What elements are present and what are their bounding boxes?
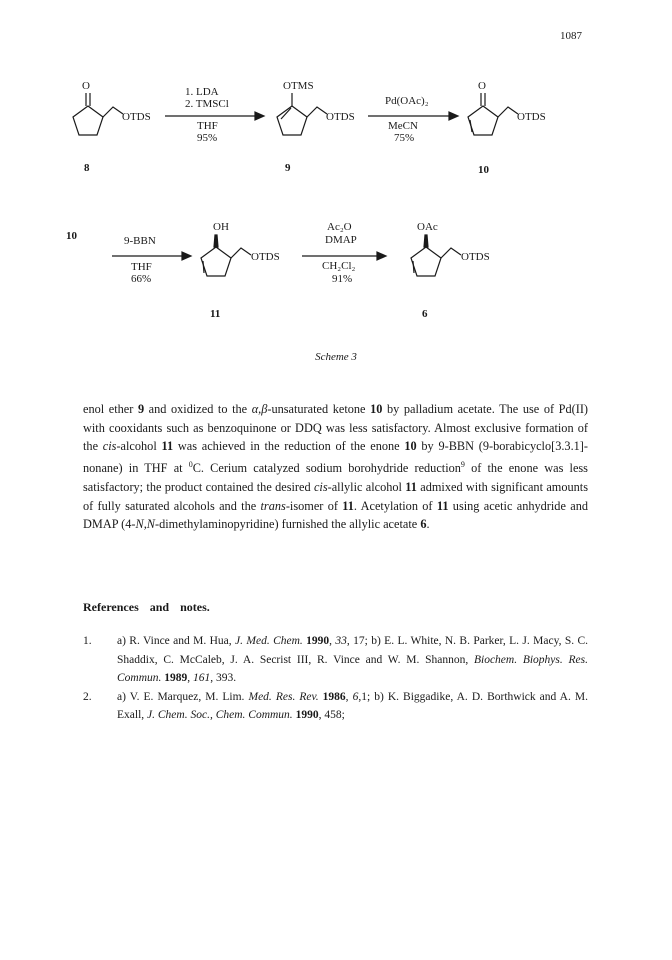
structure-9	[277, 93, 327, 135]
compound-number: 9	[285, 162, 291, 174]
reference-item: 1. a) R. Vince and M. Hua, J. Med. Chem. 1990, 33, 17; b) E. L. White, N. B. Parker, L. J. Macy, S. C. Shaddix, C. McCaleb, J. A. Secrist III, R. Vince and W. M. Shannon, Biochem. Biophys. Res. Commun. 1989, 161, 393.	[83, 635, 589, 684]
reagent-label: Pd(OAc)₂	[385, 95, 429, 107]
yield-label: 95%	[197, 132, 218, 144]
compound-number: 10	[478, 164, 489, 176]
reference-item: 2. a) V. E. Marquez, M. Lim. Med. Res. Rev. 1986, 6,1; b) K. Biggadike, A. D. Borthwick and A. M. Exall, J. Chem. Soc., Chem. Commun. 1990, 458;	[83, 690, 588, 721]
structure-11	[201, 247, 251, 276]
reaction-scheme-drawing	[0, 0, 672, 340]
atom-label: OAc	[417, 221, 438, 233]
structure-8	[73, 93, 123, 135]
compound-number: 8	[84, 162, 90, 174]
reagent-label: 1. LDA	[185, 86, 219, 98]
solvent-label: THF	[131, 261, 152, 273]
atom-label: OTDS	[461, 251, 490, 263]
reagent-label: Ac₂O	[327, 221, 352, 233]
scheme-caption: Scheme 3	[315, 351, 357, 363]
structure-10	[468, 93, 518, 135]
page-number: 1087	[560, 30, 582, 42]
atom-label: OTDS	[251, 251, 280, 263]
compound-number: 6	[422, 308, 428, 320]
atom-label: O	[478, 80, 486, 92]
references-heading: References and notes.	[83, 600, 210, 614]
reagent-label: 9-BBN	[124, 235, 156, 247]
atom-label: OH	[213, 221, 229, 233]
yield-label: 75%	[394, 132, 415, 144]
atom-label: O	[82, 80, 90, 92]
references-list	[83, 632, 588, 725]
atom-label: OTDS	[517, 111, 546, 123]
structure-6	[411, 247, 461, 276]
compound-number: 11	[210, 308, 221, 320]
solvent-label: THF	[197, 120, 218, 132]
yield-label: 66%	[131, 273, 152, 285]
reagent-label: 2. TMSCl	[185, 98, 229, 110]
body-paragraph: enol ether 9 and oxidized to the α,β-unsaturated ketone 10 by palladium acetate. The use of Pd(II) with cooxidants such as benzoquinone or DDQ was less satisfactory. Almost exclusive formation of the cis-alcohol 11 was achieved in the reduction of the enone 10 by 9-BBN (9-borabicyclo[3.3.1]-nonane) in THF at $^0$C. Cerium catalyzed sodium borohydride reduction$^9$ of the enone was less satisfactory; the product contained the desired cis-allylic alcohol 11 admixed with significant amounts of fully saturated alcohols and the trans-isomer of 11. Acetylation of 11 using acetic anhydride and DMAP (4-N,N-dimethylaminopyridine) furnished the allylic acetate 6.	[83, 402, 589, 532]
reagent-label: DMAP	[325, 234, 357, 246]
solvent-label: MeCN	[388, 120, 418, 132]
yield-label: 91%	[332, 273, 353, 285]
atom-label: OTDS	[122, 111, 151, 123]
atom-label: OTDS	[326, 111, 355, 123]
atom-label: OTMS	[283, 80, 314, 92]
solvent-label: CH₂Cl₂	[322, 260, 356, 272]
compound-number: 10	[66, 230, 77, 242]
